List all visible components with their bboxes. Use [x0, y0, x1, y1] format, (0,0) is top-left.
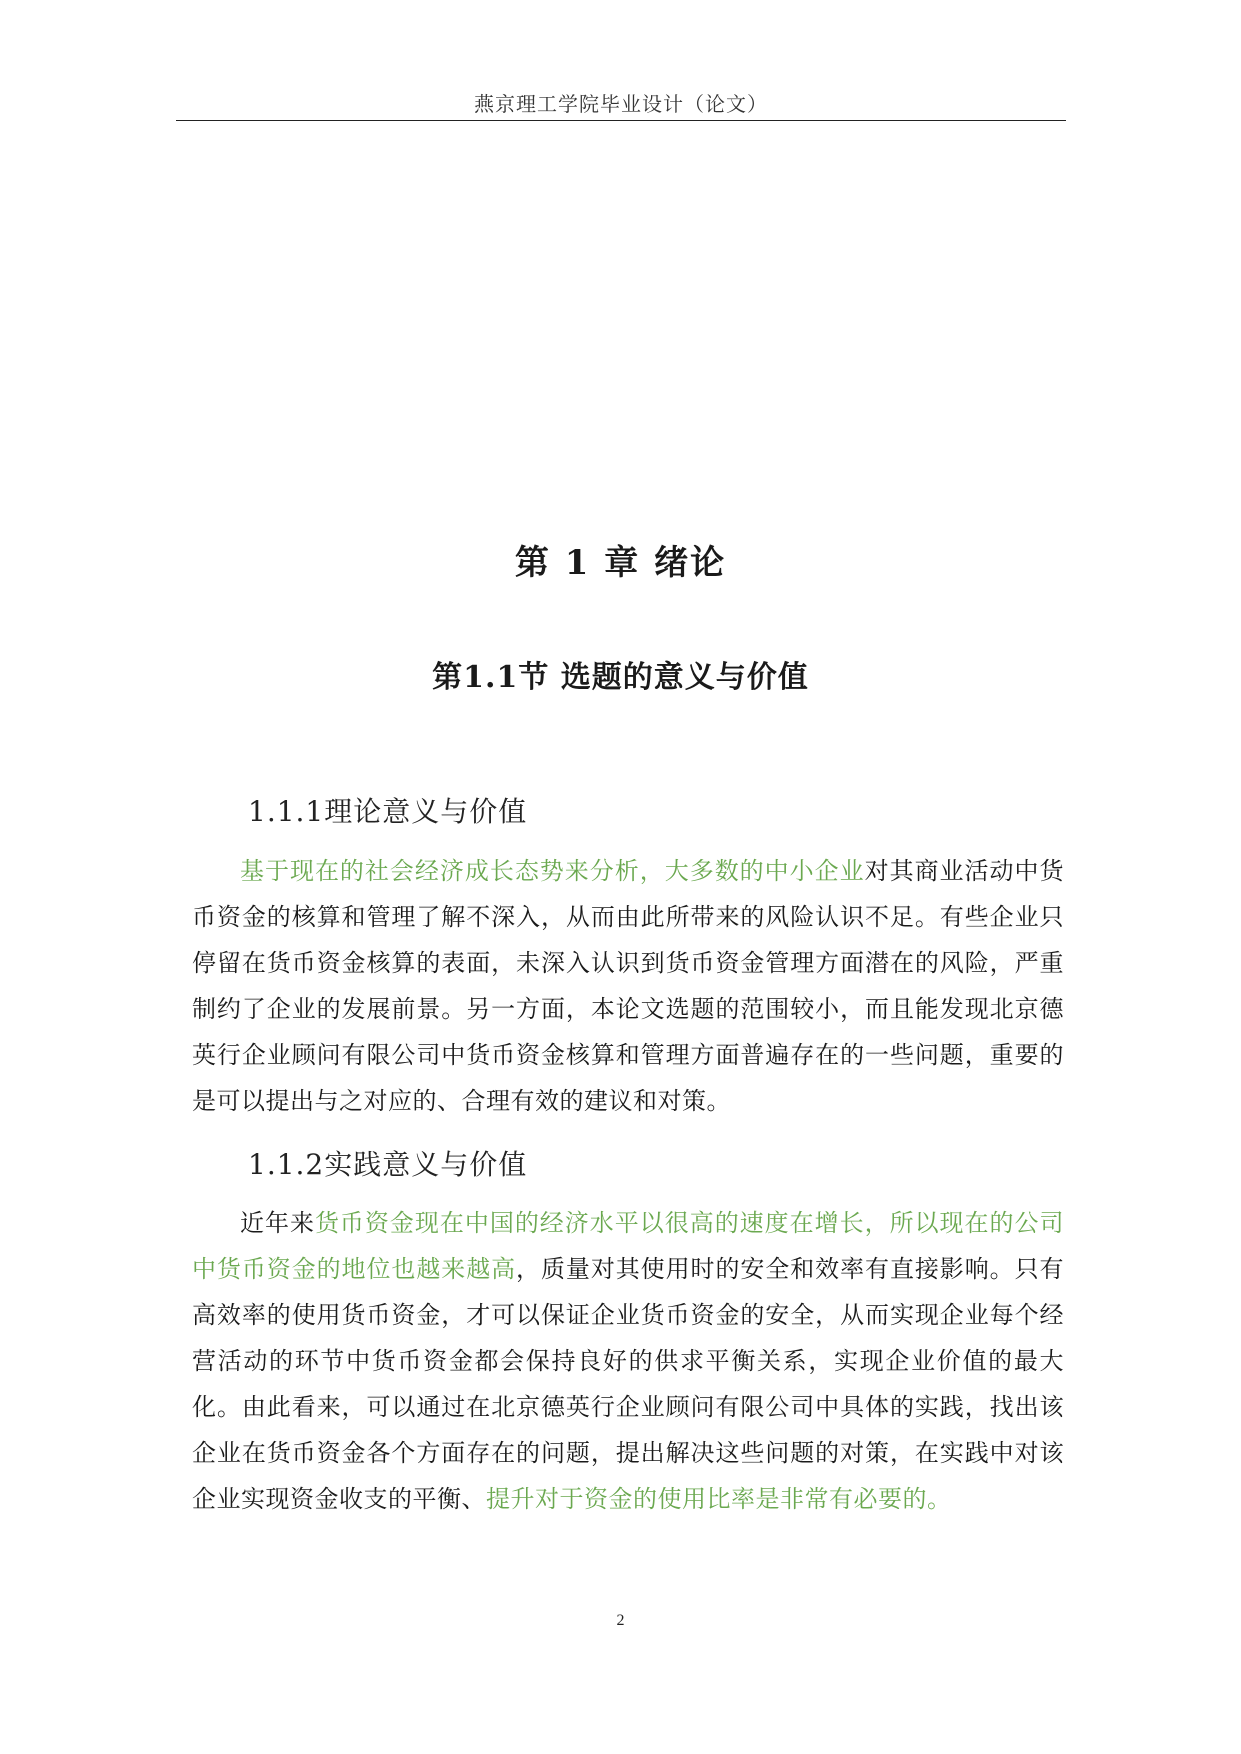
- header-divider: [176, 120, 1066, 121]
- subsection-2-title: 1.1.2实践意义与价值: [248, 1148, 528, 1181]
- highlighted-text: 提升对于资金的使用比率是非常有必要的。: [486, 1485, 952, 1513]
- highlighted-text: 货币资金现在中国的经济水平以很高的速度在增长，所以现在的公司中货币资金的地位也越来越高: [192, 1209, 1064, 1283]
- running-header: 燕京理工学院毕业设计（论文）: [474, 92, 768, 116]
- subsection-1-paragraph: [192, 848, 1064, 1124]
- paragraph-text: 近年来: [240, 1209, 315, 1237]
- page-number: 2: [616, 1612, 625, 1629]
- subsection-2-paragraph: [192, 1200, 1064, 1522]
- subsection-1-title: 1.1.1理论意义与价值: [248, 795, 528, 828]
- highlighted-text: 基于现在的社会经济成长态势来分析，大多数的中小企业: [240, 857, 865, 885]
- paragraph-text: ，质量对其使用时的安全和效率有直接影响。只有高效率的使用货币资金，才可以保证企业货币资金的安全，从而实现企业每个经营活动的环节中货币资金都会保持良好的供求平衡关系，实现企业价值的最大化。由此看来，可以通过在北京德英行企业顾问有限公司中具体的实践，找出该企业在货币资金各个方面存在的问题，提出解决这些问题的对策，在实践中对该企业实现资金收支的平衡、: [192, 1255, 1065, 1513]
- section-title: 第1.1节 选题的意义与价值: [432, 660, 809, 695]
- chapter-title: 第 1 章 绪论: [514, 543, 727, 583]
- paragraph-text: 对其商业活动中货币资金的核算和管理了解不深入，从而由此所带来的风险认识不足。有些企业只停留在货币资金核算的表面，未深入认识到货币资金管理方面潜在的风险，严重制约了企业的发展前景。另一方面，本论文选题的范围较小，而且能发现北京德英行企业顾问有限公司中货币资金核算和管理方面普遍存在的一些问题，重要的是可以提出与之对应的、合理有效的建议和对策。: [192, 857, 1064, 1115]
